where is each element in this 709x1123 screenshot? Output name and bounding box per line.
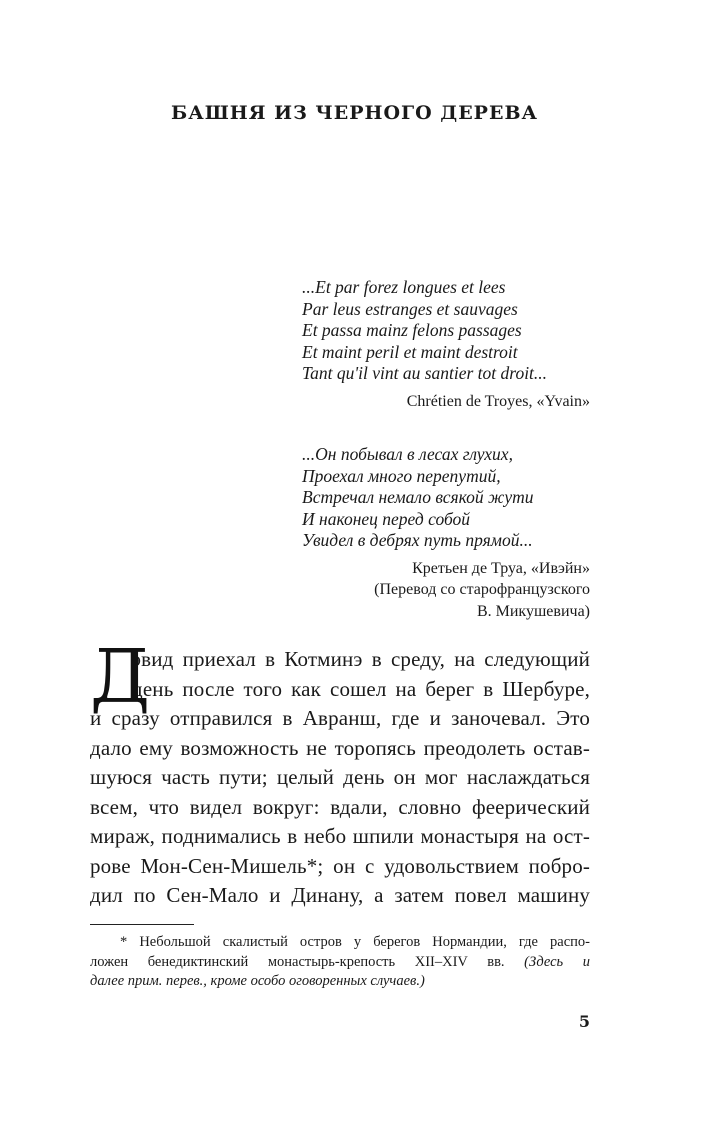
epigraph-attribution: В. Микушевича) xyxy=(476,602,590,620)
body-line: эвид приехал в Котминэ в среду, на следующий xyxy=(132,647,590,671)
footnote-text-italic: (Здесь и xyxy=(524,953,590,970)
footnote-line: далее прим. перев., кроме особо оговоренных случаев.) xyxy=(90,973,425,989)
footnote xyxy=(90,933,590,992)
epigraph-line: ...Он побывал в лесах глухих, xyxy=(302,444,513,464)
body-paragraph xyxy=(90,634,590,911)
body-line: день после того как сошел на берег в Шербуре, xyxy=(132,676,590,701)
footnote-line: * Небольшой скалистый остров у берегов Нормандии, где распо- xyxy=(120,934,590,950)
body-line: дил по Сен-Мало и Динану, а затем повел машину xyxy=(90,883,590,907)
epigraph-line: Увидел в дебрях путь прямой... xyxy=(302,530,533,550)
page-number: 5 xyxy=(578,1012,590,1031)
epigraph-line: Et maint peril et maint destroit xyxy=(302,341,518,362)
footnote-text: ложен бенедиктинский монастырь-крепость XII–XIV вв. xyxy=(90,953,525,970)
epigraph-line: Et passa mainz felons passages xyxy=(302,320,522,340)
epigraph-line: Tant qu'il vint au santier tot droit... xyxy=(302,363,548,383)
epigraph-line: ...Et par forez longues et lees xyxy=(302,277,506,297)
body-line: дало ему возможность не торопясь преодолеть остав- xyxy=(90,735,590,760)
footnote-divider xyxy=(90,924,194,925)
body-line: шуюся часть пути; целый день он мог наслаждаться xyxy=(90,765,590,789)
epigraph-attribution: Chrétien de Troyes, «Yvain» xyxy=(406,392,590,410)
epigraph-russian xyxy=(302,444,590,622)
drop-cap: Д xyxy=(90,634,151,720)
epigraph-line: Встречал немало всякой жути xyxy=(302,487,534,507)
body-line: всем, что видел вокруг: вдали, словно феерический xyxy=(90,794,590,819)
epigraph-attribution: (Перевод со старофранцузского xyxy=(374,581,590,598)
epigraph-french xyxy=(302,277,590,412)
body-line: мираж, поднимались в небо шпили монастыря на ост- xyxy=(90,824,590,848)
body-line: и сразу отправился в Авранш, где и заночевал. Это xyxy=(90,706,590,730)
epigraph-line: Проехал много перепутий, xyxy=(302,465,501,486)
epigraph-line: Par leus estranges et sauvages xyxy=(302,298,518,319)
body-line: рове Мон-Сен-Мишель*; он с удовольствием побро- xyxy=(90,853,590,878)
epigraph-line: И наконец перед собой xyxy=(302,508,471,529)
footnote-line xyxy=(90,953,590,973)
chapter-title: БАШНЯ ИЗ ЧЕРНОГО ДЕРЕВА xyxy=(171,102,538,124)
epigraph-attribution: Кретьен де Труа, «Ивэйн» xyxy=(412,559,590,577)
